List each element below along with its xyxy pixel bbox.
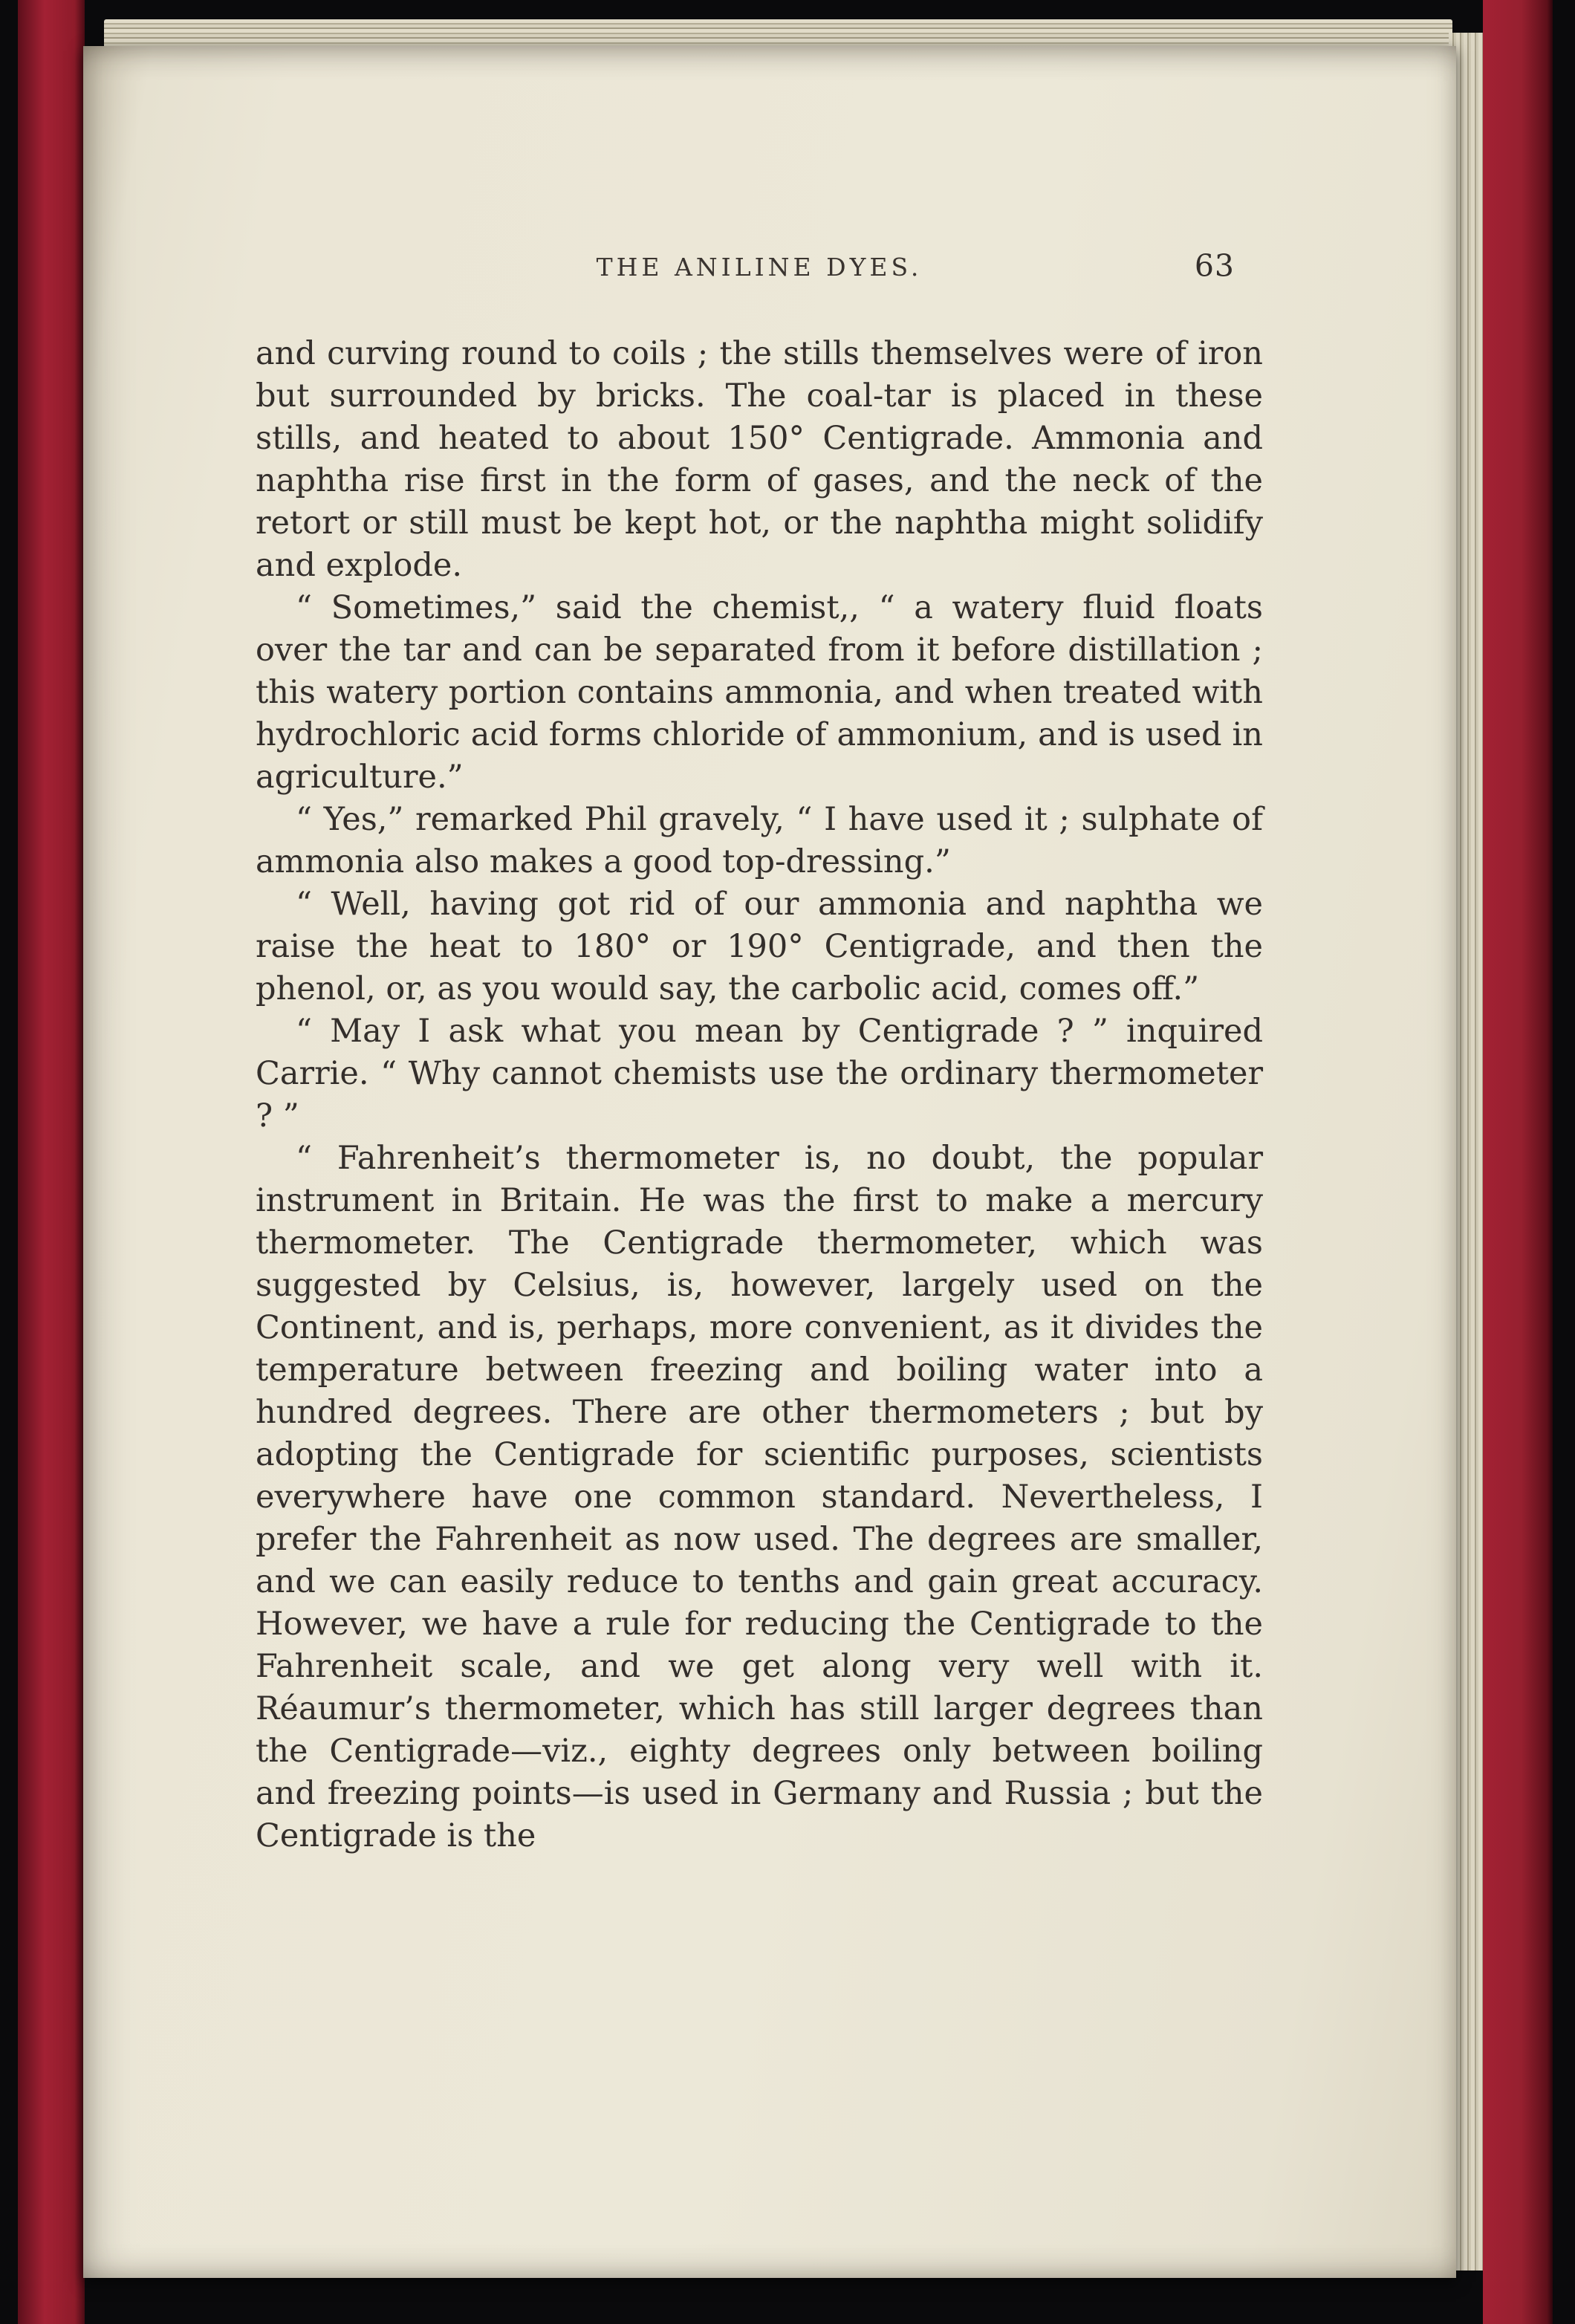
page-number: 63 [1194,248,1235,284]
running-header [256,248,1263,291]
paragraph: “ Well, having got rid of our ammonia and naphtha we raise the heat to 180° or 190° Centigrade, and then the phenol, or, as you would say, the carbolic acid, comes off.” [256,886,1263,1007]
paragraph: “ Yes,” remarked Phil gravely, “ I have used it ; sulphate of ammonia also makes a good top-dressing.” [256,801,1263,880]
paragraph: “ Sometimes,” said the chemist,, “ a watery fluid floats over the tar and can be separated from it before distillation ; this watery portion contains ammonia, and when treated with hydrochloric acid forms chloride of ammonium, and is used in agriculture.” [256,589,1263,796]
book-cover-right [1483,0,1553,2324]
paragraph: and curving round to coils ; the stills themselves were of iron but surrounded by bricks. The coal-tar is placed in these stills, and heated to about 150° Centigrade. Ammonia and naphtha rise first in the form of gases, and the neck of the retort or still must be kept hot, or the naphtha might solidify and explode. [256,335,1263,584]
book-page [83,46,1456,2278]
paragraph: “ May I ask what you mean by Centigrade ? ” inquired Carrie. “ Why cannot chemists use the ordinary thermometer ? ” [256,1013,1263,1135]
book-cover-left-spine [18,0,85,2324]
page-body [256,333,1263,1857]
paragraph: “ Fahrenheit’s thermometer is, no doubt, the popular instrument in Britain. He was the first to make a mercury thermometer. The Centigrade thermometer, which was suggested by Celsius, is, however, largely used on the Continent, and is, perhaps, more convenient, as it divides the temperature between freezing and boiling water into a hundred degrees. There are other thermometers ; but by adopting the Centigrade for scientific purposes, scientists everywhere have one common standard. Nevertheless, I prefer the Fahrenheit as now used. The degrees are smaller, and we can easily reduce to tenths and gain great accuracy. However, we have a rule for reducing the Centigrade to the Fahrenheit scale, and we get along very well with it. Réaumur’s thermometer, which has still larger degrees than the Centigrade—viz., eighty degrees only between boiling and freezing points—is used in Germany and Russia ; but the Centigrade is the [256,1140,1263,1854]
page-header-title: THE ANILINE DYES. [596,253,923,282]
page-content [256,248,1263,1857]
